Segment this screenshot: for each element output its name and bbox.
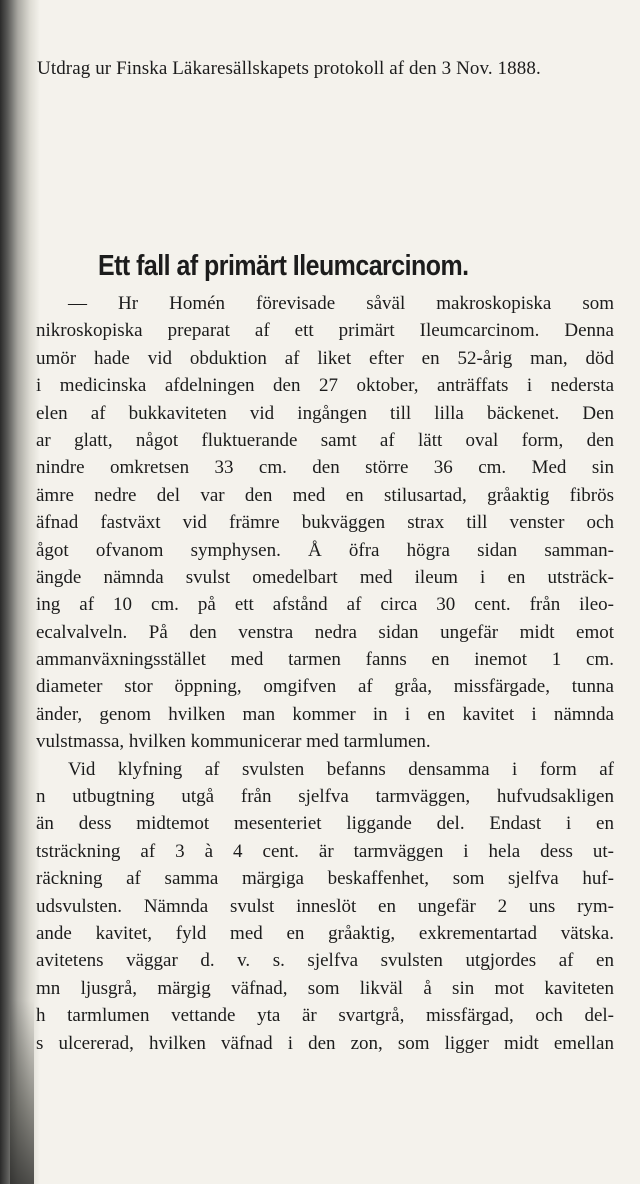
article-body	[36, 290, 614, 1057]
body-line: ar glatt, något fluktuerande samt af lätt oval form, den	[36, 429, 614, 451]
body-line: ämre nedre del var den med en stilusartad, gråaktig fibrös	[36, 484, 614, 506]
body-line: räckning af samma märgiga beskaffenhet, som sjelfva huf-	[36, 868, 614, 890]
body-line: Vid klyfning af svulsten befanns densamma i form af	[68, 758, 614, 780]
body-line: h tarmlumen vettande yta är svartgrå, missfärgad, och del-	[36, 1005, 614, 1027]
body-line: udsvulsten. Nämnda svulst inneslöt en ungefär 2 uns rym-	[36, 895, 614, 917]
body-line: elen af bukkaviteten vid ingången till lilla bäckenet. Den	[36, 402, 614, 424]
body-line: ågot ofvanom symphysen. Å öfra högra sidan samman-	[36, 539, 614, 561]
body-line: mn ljusgrå, märgig väfnad, som likväl å sin mot kaviteten	[36, 977, 614, 999]
article-title: Ett fall af primärt Ileumcarcinom.	[98, 250, 469, 282]
body-line: nindre omkretsen 33 cm. den större 36 cm. Med sin	[36, 457, 614, 479]
body-line: äfnad fastväxt vid främre bukväggen strax till venster och	[36, 512, 614, 534]
body-line: änder, genom hvilken man kommer in i en kavitet i nämnda	[36, 703, 614, 725]
body-line: ammanväxningsstället med tarmen fanns en inemot 1 cm.	[36, 649, 614, 671]
body-line: vulstmassa, hvilken kommunicerar med tarmlumen.	[36, 731, 431, 753]
body-line: än dess midtemot mesenteriet liggande del. Endast i en	[36, 813, 614, 835]
body-line: n utbugtning utgå från sjelfva tarmväggen, hufvudsakligen	[36, 786, 614, 808]
body-line: ängde nämnda svulst omedelbart med ileum i en utsträck-	[36, 566, 614, 588]
body-line: ecalvalveln. På den venstra nedra sidan ungefär midt emot	[36, 621, 614, 643]
body-line: diameter stor öppning, omgifven af gråa, missfärgade, tunna	[36, 676, 614, 698]
body-line: umör hade vid obduktion af liket efter en 52-årig man, död	[36, 347, 614, 369]
body-line: ande kavitet, fyld med en gråaktig, exkrementartad vätska.	[36, 922, 614, 944]
body-line: i medicinska afdelningen den 27 oktober, anträffats i nedersta	[36, 375, 614, 397]
body-line: avitetens väggar d. v. s. sjelfva svulsten utgjordes af en	[36, 950, 614, 972]
body-line: ing af 10 cm. på ett afstånd af circa 30 cent. från ileo-	[36, 594, 614, 616]
body-line: — Hr Homén förevisade såväl makroskopiska som	[68, 293, 614, 314]
page-binding-shade	[10, 1000, 34, 1184]
body-line: tsträckning af 3 à 4 cent. är tarmväggen i hela dess ut-	[36, 840, 614, 862]
body-line: s ulcererad, hvilken väfnad i den zon, som ligger midt emellan	[36, 1032, 614, 1054]
journal-header: Utdrag ur Finska Läkaresällskapets protokoll af den 3 Nov. 1888.	[37, 58, 541, 79]
body-line: nikroskopiska preparat af ett primärt Ileumcarcinom. Denna	[36, 320, 614, 342]
